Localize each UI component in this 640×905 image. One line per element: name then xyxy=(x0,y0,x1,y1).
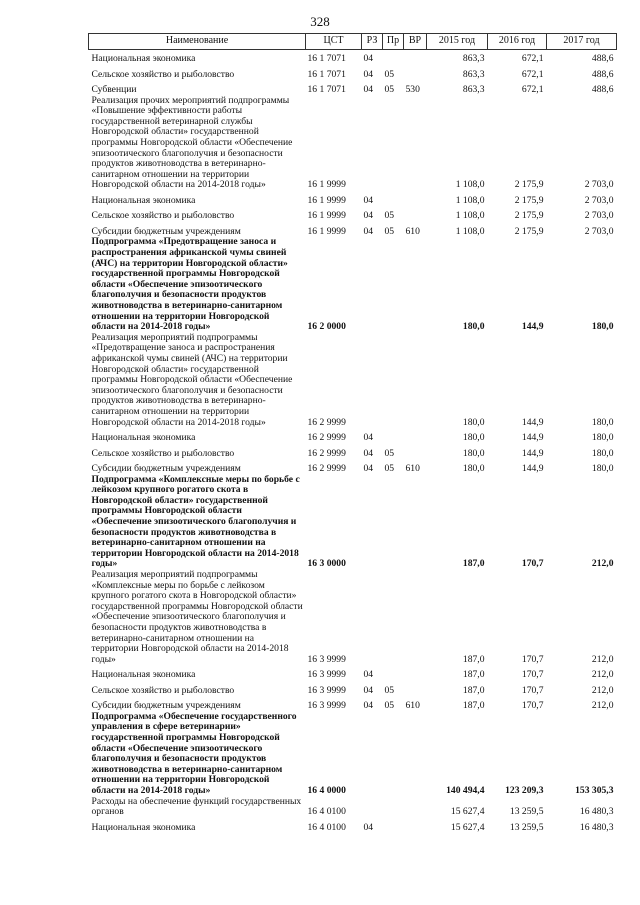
cell-2017: 488,6 xyxy=(591,84,614,95)
cell-pr xyxy=(383,818,404,834)
cell-name: Подпрограмма «Предотвращение заноса и распространения африканской чумы свиней (АЧС) на территории Новгородской области» государственной программы Новгородской области «Обеспечение эпизоотического благополучия и безопасности продуктов животноводства в ветеринарно-санитарном отношении на территории Новгородской области на 2014-2018 годы» xyxy=(91,236,288,333)
table-row xyxy=(89,681,617,697)
cell-2017: 153 305,3 xyxy=(575,784,614,796)
table-row xyxy=(89,222,617,238)
cell-vr xyxy=(404,570,427,665)
cell-pr xyxy=(383,333,404,428)
cell-cst: 16 3 0000 xyxy=(307,558,346,570)
table-body xyxy=(89,49,617,833)
table-row xyxy=(89,80,617,96)
cell-name: Национальная экономика xyxy=(91,669,196,681)
cell-pr xyxy=(383,237,404,332)
cell-pr: 05 xyxy=(384,225,395,237)
cell-2016: 672,1 xyxy=(521,68,544,80)
cell-2017: 16 480,3 xyxy=(579,806,614,818)
cell-2017: 212,0 xyxy=(591,700,614,712)
budget-table xyxy=(88,33,617,833)
cell-cst: 16 4 0000 xyxy=(307,784,346,796)
cell-cst: 16 2 9999 xyxy=(307,416,346,428)
cell-cst: 16 2 0000 xyxy=(307,321,346,333)
table-row xyxy=(89,96,617,191)
cell-name: Субвенции xyxy=(91,84,137,95)
cell-pr xyxy=(383,475,404,570)
cell-vr xyxy=(404,665,427,681)
cell-2017: 212,0 xyxy=(591,669,614,681)
cell-cst: 16 1 7071 xyxy=(307,68,346,80)
cell-2016: 2 175,9 xyxy=(514,179,544,191)
cell-name: Субсидии бюджетным учреждениям xyxy=(91,225,241,237)
header-2017: 2017 год xyxy=(547,34,617,50)
cell-vr xyxy=(404,444,427,460)
table-row xyxy=(89,65,617,81)
cell-name: Расходы на обеспечение функций государственных органов xyxy=(91,795,302,818)
cell-vr xyxy=(404,49,427,65)
cell-2017: 212,0 xyxy=(591,653,614,665)
cell-rz xyxy=(362,712,383,797)
cell-2016: 2 175,9 xyxy=(514,225,544,237)
cell-2017: 2 703,0 xyxy=(584,225,614,237)
cell-vr xyxy=(404,333,427,428)
cell-cst: 16 2 9999 xyxy=(307,463,346,475)
cell-rz: 04 xyxy=(363,68,374,80)
cell-2016: 170,7 xyxy=(521,669,544,681)
cell-2015: 15 627,4 xyxy=(450,821,485,833)
cell-2016: 144,9 xyxy=(521,321,544,333)
cell-pr: 05 xyxy=(384,210,395,222)
cell-2015: 180,0 xyxy=(462,432,485,444)
cell-2016: 2 175,9 xyxy=(514,210,544,222)
table-row xyxy=(89,665,617,681)
cell-2015: 187,0 xyxy=(462,653,485,665)
cell-2017: 2 703,0 xyxy=(584,194,614,206)
header-2015: 2015 год xyxy=(427,34,488,50)
cell-vr xyxy=(404,206,427,222)
cell-2017: 212,0 xyxy=(591,558,614,570)
cell-2017: 180,0 xyxy=(591,432,614,444)
cell-cst: 16 3 9999 xyxy=(307,669,346,681)
cell-cst: 16 1 7071 xyxy=(307,53,346,64)
cell-2017: 180,0 xyxy=(591,447,614,459)
table-row xyxy=(89,444,617,460)
cell-2016: 2 175,9 xyxy=(514,194,544,206)
cell-2016: 170,7 xyxy=(521,653,544,665)
cell-cst: 16 2 9999 xyxy=(307,432,346,444)
cell-2017: 180,0 xyxy=(591,463,614,475)
cell-cst: 16 1 9999 xyxy=(307,194,346,206)
cell-pr xyxy=(383,96,404,191)
cell-rz: 04 xyxy=(363,84,374,95)
header-name: Наименование xyxy=(89,34,306,50)
cell-2016: 144,9 xyxy=(521,416,544,428)
cell-vr: 610 xyxy=(405,225,420,237)
cell-2015: 180,0 xyxy=(462,416,485,428)
cell-2016: 672,1 xyxy=(521,84,544,95)
cell-pr xyxy=(383,191,404,207)
cell-cst: 16 1 7071 xyxy=(307,84,346,95)
cell-2017: 16 480,3 xyxy=(579,821,614,833)
cell-2015: 863,3 xyxy=(462,84,485,95)
cell-cst: 16 3 9999 xyxy=(307,684,346,696)
cell-rz: 04 xyxy=(363,194,374,206)
table-row xyxy=(89,712,617,797)
cell-name: Сельское хозяйство и рыболовство xyxy=(91,447,235,459)
cell-2015: 1 108,0 xyxy=(455,225,485,237)
cell-rz: 04 xyxy=(363,432,374,444)
table-row xyxy=(89,818,617,834)
cell-cst: 16 1 9999 xyxy=(307,225,346,237)
cell-vr xyxy=(404,237,427,332)
header-2016: 2016 год xyxy=(488,34,547,50)
cell-rz: 04 xyxy=(363,684,374,696)
header-pr: Пр xyxy=(383,34,404,50)
cell-2016: 672,1 xyxy=(521,53,544,64)
cell-pr xyxy=(383,428,404,444)
cell-cst: 16 4 0100 xyxy=(307,821,346,833)
cell-2016: 144,9 xyxy=(521,447,544,459)
table-header-row xyxy=(89,34,617,50)
cell-pr xyxy=(383,712,404,797)
cell-vr xyxy=(404,475,427,570)
cell-pr: 05 xyxy=(384,447,395,459)
cell-pr xyxy=(383,570,404,665)
cell-cst: 16 3 9999 xyxy=(307,653,346,665)
cell-rz xyxy=(362,797,383,818)
page-number: 328 xyxy=(310,14,330,29)
cell-name: Субсидии бюджетным учреждениям xyxy=(91,700,241,712)
cell-2015: 15 627,4 xyxy=(450,806,485,818)
table-row xyxy=(89,570,617,665)
cell-2015: 187,0 xyxy=(462,700,485,712)
table-row xyxy=(89,206,617,222)
cell-name: Подпрограмма «Обеспечение государственного управления в сфере ветеринарии» государственной программы Новгородской области «Обеспечение эпизоотического благополучия и безопасности продуктов животноводства в ветеринарно-санитарном отношении на территории Новгородской области на 2014-2018 годы» xyxy=(91,710,297,796)
cell-2015: 180,0 xyxy=(462,463,485,475)
cell-2016: 13 259,5 xyxy=(509,806,544,818)
cell-2016: 170,7 xyxy=(521,558,544,570)
cell-name: Субсидии бюджетным учреждениям xyxy=(91,463,241,475)
cell-2017: 180,0 xyxy=(591,321,614,333)
cell-cst: 16 4 0100 xyxy=(307,806,346,818)
cell-name: Реализация мероприятий подпрограммы «Комплексные меры по борьбе с лейкозом крупного рогатого скота в Новгородской области» государственной программы Новгородской области «Обеспечение эпизоотического благополучия и безопасности продуктов животноводства в ветеринарно-санитарном отношении на территории Новгородской области на 2014-2018 годы» xyxy=(91,568,303,665)
table-row xyxy=(89,49,617,65)
cell-2015: 180,0 xyxy=(462,321,485,333)
cell-name: Сельское хозяйство и рыболовство xyxy=(91,210,235,222)
cell-name: Национальная экономика xyxy=(91,53,196,64)
cell-vr xyxy=(404,191,427,207)
cell-rz: 04 xyxy=(363,210,374,222)
cell-2017: 212,0 xyxy=(591,684,614,696)
header-cst: ЦСТ xyxy=(306,34,362,50)
cell-vr: 530 xyxy=(405,84,420,95)
cell-rz: 04 xyxy=(363,447,374,459)
table-row xyxy=(89,475,617,570)
cell-rz: 04 xyxy=(363,53,374,64)
cell-pr: 05 xyxy=(384,68,395,80)
cell-pr: 05 xyxy=(384,700,395,712)
cell-vr: 610 xyxy=(405,463,420,475)
cell-2015: 1 108,0 xyxy=(455,194,485,206)
table-row xyxy=(89,333,617,428)
cell-2016: 170,7 xyxy=(521,684,544,696)
table-row xyxy=(89,797,617,818)
cell-vr xyxy=(404,797,427,818)
header-vr: ВР xyxy=(404,34,427,50)
cell-cst: 16 3 9999 xyxy=(307,700,346,712)
cell-vr xyxy=(404,818,427,834)
cell-name: Подпрограмма «Комплексные меры по борьбе с лейкозом крупного рогатого скота в Новгородской области» государственной программы Новгородской области «Обеспечение эпизоотического благополучия и безопасности продуктов животноводства в ветеринарно-санитарном отношении на территории Новгородской области на 2014-2018 годы» xyxy=(91,473,300,570)
cell-cst: 16 2 9999 xyxy=(307,447,346,459)
cell-2016: 144,9 xyxy=(521,432,544,444)
cell-2015: 180,0 xyxy=(462,447,485,459)
cell-2017: 488,6 xyxy=(591,68,614,80)
table-row xyxy=(89,191,617,207)
cell-2015: 863,3 xyxy=(462,53,485,64)
cell-pr: 05 xyxy=(384,684,395,696)
table-row xyxy=(89,428,617,444)
table-row xyxy=(89,459,617,475)
cell-2016: 170,7 xyxy=(521,700,544,712)
cell-2016: 144,9 xyxy=(521,463,544,475)
cell-2017: 2 703,0 xyxy=(584,210,614,222)
cell-rz: 04 xyxy=(363,700,374,712)
cell-name: Национальная экономика xyxy=(91,821,196,833)
cell-2015: 187,0 xyxy=(462,684,485,696)
cell-vr xyxy=(404,428,427,444)
cell-name: Реализация мероприятий подпрограммы «Предотвращение заноса и распространения африканской чумы свиней (АЧС) на территории Новгородской области» государственной программы Новгородской области «Обеспечение эпизоотического благополучия и безопасности продуктов животноводства в ветеринарно-санитарном отношении на территории Новгородской области на 2014-2018 годы» xyxy=(91,331,293,428)
cell-name: Национальная экономика xyxy=(91,194,196,206)
cell-name: Сельское хозяйство и рыболовство xyxy=(91,68,235,80)
cell-2015: 1 108,0 xyxy=(455,210,485,222)
cell-pr xyxy=(383,665,404,681)
cell-2016: 13 259,5 xyxy=(509,821,544,833)
cell-2016: 123 209,3 xyxy=(505,784,544,796)
cell-cst: 16 1 9999 xyxy=(307,210,346,222)
cell-pr: 05 xyxy=(384,84,395,95)
cell-2017: 180,0 xyxy=(591,416,614,428)
cell-vr xyxy=(404,681,427,697)
cell-2015: 863,3 xyxy=(462,68,485,80)
cell-rz: 04 xyxy=(363,821,374,833)
cell-name: Национальная экономика xyxy=(91,432,196,444)
header-rz: РЗ xyxy=(362,34,383,50)
cell-rz xyxy=(362,475,383,570)
cell-rz: 04 xyxy=(363,463,374,475)
cell-rz xyxy=(362,333,383,428)
cell-vr: 610 xyxy=(405,700,420,712)
cell-2015: 1 108,0 xyxy=(455,179,485,191)
cell-pr xyxy=(383,797,404,818)
cell-vr xyxy=(404,96,427,191)
cell-rz xyxy=(362,237,383,332)
cell-2017: 488,6 xyxy=(591,53,614,64)
cell-2015: 187,0 xyxy=(462,669,485,681)
cell-vr xyxy=(404,65,427,81)
cell-2015: 140 494,4 xyxy=(446,784,485,796)
cell-rz: 04 xyxy=(363,669,374,681)
cell-name: Сельское хозяйство и рыболовство xyxy=(91,684,235,696)
table-row xyxy=(89,696,617,712)
cell-vr xyxy=(404,712,427,797)
cell-cst: 16 1 9999 xyxy=(307,179,346,191)
cell-rz xyxy=(362,96,383,191)
cell-2015: 187,0 xyxy=(462,558,485,570)
table-row xyxy=(89,237,617,332)
cell-pr: 05 xyxy=(384,463,395,475)
cell-rz: 04 xyxy=(363,225,374,237)
cell-2017: 2 703,0 xyxy=(584,179,614,191)
cell-name: Реализация прочих мероприятий подпрограммы «Повышение эффективности работы государственной ветеринарной службы Новгородской области» государственной программы Новгородской области «Обеспечение эпизоотического благополучия и безопасности продуктов животноводства в ветеринарно-санитарном отношении на территории Новгородской области на 2014-2018 годы» xyxy=(91,94,293,191)
cell-rz xyxy=(362,570,383,665)
cell-pr xyxy=(383,49,404,65)
